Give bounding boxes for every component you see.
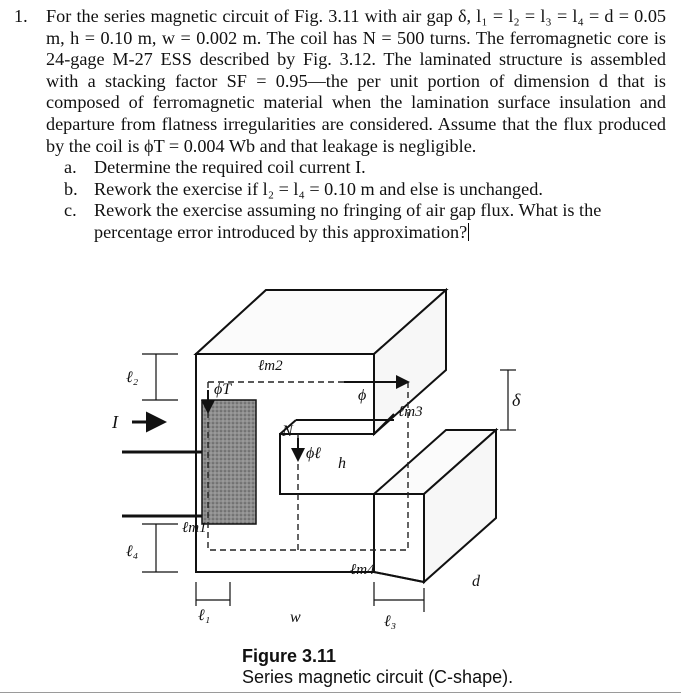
caption-title: Figure 3.11 xyxy=(242,646,337,666)
label-l1: ℓ₁ xyxy=(198,607,211,624)
sub-question-text: Rework the exercise if l₂ = l₄ = 0.10 m and else is unchanged. xyxy=(94,178,543,199)
paragraph-line: considered. Assume that the flux produced by the coil is ϕT = 0.004 Wb and xyxy=(46,113,666,156)
label-lm1: ℓm1 xyxy=(182,520,207,536)
paragraph-line: For the series magnetic circuit of Fig. 3.11 with air gap δ, l₁ = l₂ = l₃ = l₄ = d xyxy=(46,6,614,26)
sub-question-label: a. xyxy=(64,157,77,178)
label-delta: δ xyxy=(512,390,521,410)
bottom-rule xyxy=(0,692,681,693)
problem-statement xyxy=(14,6,666,244)
label-phiT: ϕT xyxy=(214,381,232,398)
label-l3: ℓ₃ xyxy=(384,613,397,630)
label-phil: ϕℓ xyxy=(306,445,321,462)
label-d: d xyxy=(472,573,480,590)
sub-question-list xyxy=(64,157,666,243)
label-h: h xyxy=(338,455,346,472)
paragraph-line: the lamination surface insulation and departure from flatness irregularities are xyxy=(46,92,666,134)
paragraph-line: ferromagnetic core is 24-gage M-27 ESS described by Fig. 3.12. The xyxy=(46,27,667,70)
problem-paragraph xyxy=(46,6,666,157)
text-cursor xyxy=(468,223,469,241)
label-phi: ϕ xyxy=(358,387,367,404)
magnetic-circuit-figure xyxy=(112,282,532,654)
paragraph-line: unit portion of dimension d that is composed of ferromagnetic material when xyxy=(46,70,666,113)
sub-question-text: Determine the required coil current I. xyxy=(94,157,366,178)
label-lm3: ℓm3 xyxy=(398,404,423,420)
label-lm2: ℓm2 xyxy=(258,358,283,374)
sub-question-label: c. xyxy=(64,200,77,221)
coil-leads xyxy=(122,452,202,516)
coil xyxy=(202,400,256,524)
sub-question-b xyxy=(64,179,666,201)
problem-body xyxy=(46,6,666,157)
label-l4: ℓ₄ xyxy=(126,543,139,560)
sub-question-a xyxy=(64,157,666,179)
label-lm4: ℓm4 xyxy=(350,562,375,578)
paragraph-line: laminated structure is assembled with a stacking factor SF = 0.95—the per xyxy=(46,49,666,91)
label-I: I xyxy=(112,412,118,432)
figure-caption xyxy=(242,646,513,688)
problem-number: 1. xyxy=(14,6,28,26)
paragraph-line: that leakage is negligible. xyxy=(290,135,477,156)
sub-question-c xyxy=(64,200,666,243)
sub-question-label: b. xyxy=(64,178,78,199)
sub-question-text: Rework the exercise assuming no fringing of air gap flux. What is the percentage error introduced by this approximation? xyxy=(94,200,602,242)
paragraph-line: = 0.05 m, h = 0.10 m, w = 0.002 m. The coil has N = 500 turns. The xyxy=(46,6,667,48)
label-N: N xyxy=(282,423,293,440)
label-w: w xyxy=(290,609,301,626)
label-l2: ℓ₂ xyxy=(126,369,139,386)
caption-text: Series magnetic circuit (C-shape). xyxy=(242,667,514,687)
